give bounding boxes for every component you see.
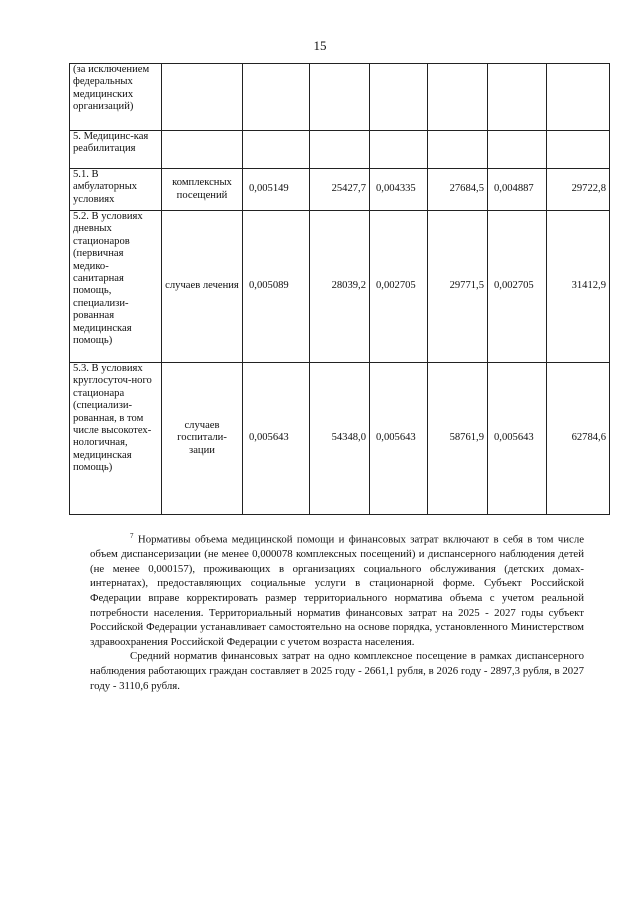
row-value: 29722,8 bbox=[547, 169, 610, 211]
row-value bbox=[243, 131, 310, 169]
row-name: 5. Медицинс-кая реабилитация bbox=[70, 131, 162, 169]
row-value bbox=[488, 64, 547, 131]
table-row bbox=[70, 169, 610, 211]
row-unit bbox=[162, 131, 243, 169]
row-value: 62784,6 bbox=[547, 363, 610, 515]
table-row bbox=[70, 211, 610, 363]
row-value: 25427,7 bbox=[310, 169, 370, 211]
row-value: 54348,0 bbox=[310, 363, 370, 515]
row-unit: случаев госпитали-зации bbox=[162, 363, 243, 515]
row-value: 0,005643 bbox=[488, 363, 547, 515]
row-value: 58761,9 bbox=[428, 363, 488, 515]
row-unit: комплексных посещений bbox=[162, 169, 243, 211]
row-value: 0,002705 bbox=[370, 211, 428, 363]
row-value: 0,005149 bbox=[243, 169, 310, 211]
row-value bbox=[370, 64, 428, 131]
footnote-marker: 7 bbox=[130, 532, 134, 540]
row-value bbox=[428, 64, 488, 131]
row-name: 5.3. В условиях круглосуточ-ного стационара (специализи-рованная, в том числе высокотех-нологичная, медицинская помощь) bbox=[70, 363, 162, 515]
table-row bbox=[70, 363, 610, 515]
row-value: 0,004887 bbox=[488, 169, 547, 211]
table-row bbox=[70, 64, 610, 131]
row-name: 5.2. В условиях дневных стационаров (первичная медико-санитарная помощь, специализи-рованная медицинская помощь) bbox=[70, 211, 162, 363]
row-name: 5.1. В амбулаторных условиях bbox=[70, 169, 162, 211]
row-value bbox=[243, 64, 310, 131]
row-unit bbox=[162, 64, 243, 131]
row-value bbox=[428, 131, 488, 169]
row-name: (за исключением федеральных медицинских организаций) bbox=[70, 64, 162, 131]
row-value: 31412,9 bbox=[547, 211, 610, 363]
row-value: 29771,5 bbox=[428, 211, 488, 363]
row-value bbox=[310, 131, 370, 169]
row-value bbox=[370, 131, 428, 169]
norms-table bbox=[69, 63, 610, 515]
footnote-paragraph-2: Средний норматив финансовых затрат на одно комплексное посещение в рамках диспансерного наблюдения работающих граждан составляет в 2025 году - 2661,1 рубля, в 2026 году - 2897,3 рубля, в 2027 году - 3110,6 рубля. bbox=[90, 650, 584, 692]
row-value: 0,002705 bbox=[488, 211, 547, 363]
row-value: 28039,2 bbox=[310, 211, 370, 363]
footnote-text-1: Нормативы объема медицинской помощи и финансовых затрат включают в себя в том числе объем диспансеризации (не менее 0,000078 комплексных посещений) и диспансерного наблюдения детей (не менее 0,000157), проживающих в организациях социального обслуживания (детских домах-интернатах), предоставляющих социальные услуги в стационарной форме. Субъект Российской Федерации вправе корректировать размер территориального норматива объема с учетом реальной потребности населения. Территориальный норматив финансовых затрат на 2025 - 2027 годы субъект Российской Федерации устанавливает самостоятельно на основе порядка, установленного Министерством здравоохранения Российской Федерации с учетом возраста населения. bbox=[90, 533, 584, 648]
row-value: 0,005643 bbox=[243, 363, 310, 515]
footnote-paragraph-1 bbox=[90, 529, 584, 649]
row-value: 0,004335 bbox=[370, 169, 428, 211]
row-value bbox=[547, 64, 610, 131]
row-value: 27684,5 bbox=[428, 169, 488, 211]
row-value bbox=[488, 131, 547, 169]
row-value bbox=[310, 64, 370, 131]
row-value: 0,005089 bbox=[243, 211, 310, 363]
table-row bbox=[70, 131, 610, 169]
row-value: 0,005643 bbox=[370, 363, 428, 515]
row-unit: случаев лечения bbox=[162, 211, 243, 363]
page-number: 15 bbox=[313, 38, 327, 53]
row-value bbox=[547, 131, 610, 169]
footnote bbox=[90, 529, 584, 693]
